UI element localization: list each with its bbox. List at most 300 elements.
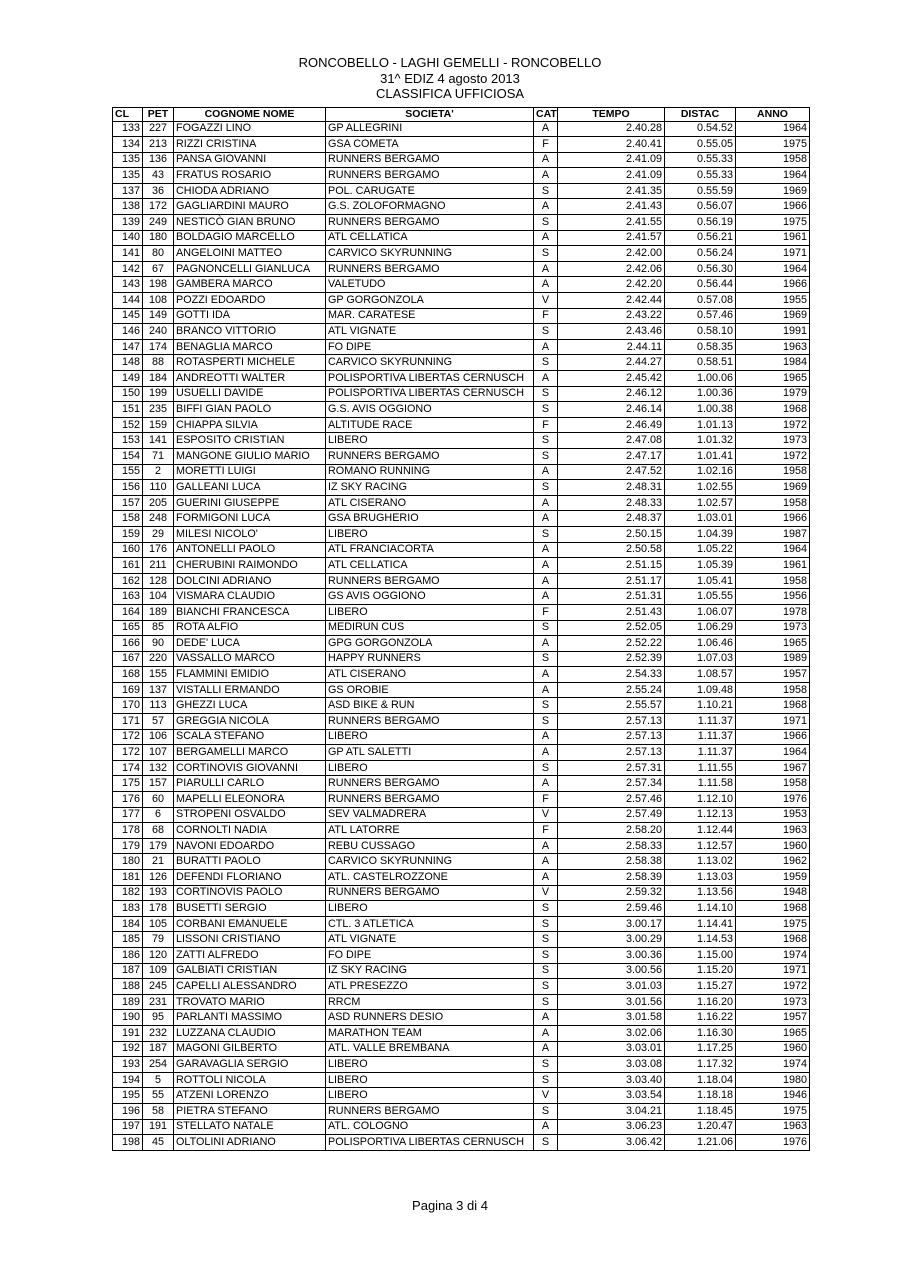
cell-society: MEDIRUN CUS <box>326 620 534 636</box>
cell-category: F <box>534 308 558 324</box>
cell-year: 1966 <box>736 729 810 745</box>
cell-time: 3.01.58 <box>558 1010 665 1026</box>
cell-gap: 1.21.06 <box>665 1135 736 1151</box>
cell-gap: 1.13.02 <box>665 854 736 870</box>
cell-gap: 1.12.13 <box>665 807 736 823</box>
table-row <box>113 215 810 231</box>
cell-time: 2.58.20 <box>558 823 665 839</box>
cell-name: BIFFI GIAN PAOLO <box>174 402 326 418</box>
cell-time: 2.43.22 <box>558 308 665 324</box>
cell-category: F <box>534 823 558 839</box>
cell-year: 1971 <box>736 963 810 979</box>
cell-gap: 1.12.57 <box>665 838 736 854</box>
cell-gap: 1.11.37 <box>665 729 736 745</box>
cell-year: 1963 <box>736 1119 810 1135</box>
cell-time: 2.46.12 <box>558 386 665 402</box>
cell-category: A <box>534 729 558 745</box>
results-body <box>113 121 810 1150</box>
cell-time: 3.04.21 <box>558 1103 665 1119</box>
cell-name: BIANCHI FRANCESCA <box>174 604 326 620</box>
table-row <box>113 776 810 792</box>
cell-society: IZ SKY RACING <box>326 963 534 979</box>
cell-name: GREGGIA NICOLA <box>174 714 326 730</box>
cell-category: S <box>534 324 558 340</box>
cell-category: S <box>534 651 558 667</box>
table-row <box>113 324 810 340</box>
cell-name: CORTINOVIS PAOLO <box>174 885 326 901</box>
cell-rank: 150 <box>113 386 143 402</box>
cell-name: GOTTI IDA <box>174 308 326 324</box>
cell-gap: 1.07.03 <box>665 651 736 667</box>
cell-category: S <box>534 183 558 199</box>
cell-name: LUZZANA CLAUDIO <box>174 1025 326 1041</box>
cell-year: 1955 <box>736 293 810 309</box>
cell-rank: 192 <box>113 1041 143 1057</box>
cell-name: ROTTOLI NICOLA <box>174 1072 326 1088</box>
cell-time: 2.42.44 <box>558 293 665 309</box>
cell-time: 3.00.29 <box>558 932 665 948</box>
cell-year: 1964 <box>736 261 810 277</box>
cell-name: MANGONE GIULIO MARIO <box>174 448 326 464</box>
cell-category: S <box>534 994 558 1010</box>
cell-society: ASD BIKE & RUN <box>326 698 534 714</box>
cell-time: 2.52.05 <box>558 620 665 636</box>
cell-rank: 175 <box>113 776 143 792</box>
table-row <box>113 932 810 948</box>
cell-name: MORETTI LUIGI <box>174 464 326 480</box>
table-row <box>113 792 810 808</box>
table-row <box>113 901 810 917</box>
cell-gap: 1.17.25 <box>665 1041 736 1057</box>
cell-category: S <box>534 947 558 963</box>
table-row <box>113 495 810 511</box>
cell-gap: 1.05.41 <box>665 573 736 589</box>
cell-bib: 55 <box>143 1088 174 1104</box>
cell-category: A <box>534 1010 558 1026</box>
cell-name: VISTALLI ERMANDO <box>174 682 326 698</box>
cell-category: S <box>534 1135 558 1151</box>
cell-society: LIBERO <box>326 604 534 620</box>
cell-bib: 58 <box>143 1103 174 1119</box>
cell-gap: 0.56.19 <box>665 215 736 231</box>
cell-society: CARVICO SKYRUNNING <box>326 854 534 870</box>
cell-gap: 1.14.53 <box>665 932 736 948</box>
document-header <box>0 55 900 102</box>
cell-bib: 157 <box>143 776 174 792</box>
cell-society: LIBERO <box>326 526 534 542</box>
cell-year: 1948 <box>736 885 810 901</box>
table-row <box>113 667 810 683</box>
cell-time: 2.43.46 <box>558 324 665 340</box>
cell-gap: 1.01.13 <box>665 417 736 433</box>
cell-year: 1984 <box>736 355 810 371</box>
table-row <box>113 604 810 620</box>
cell-name: VISMARA CLAUDIO <box>174 589 326 605</box>
cell-rank: 189 <box>113 994 143 1010</box>
table-row <box>113 526 810 542</box>
cell-category: S <box>534 355 558 371</box>
cell-gap: 1.11.58 <box>665 776 736 792</box>
cell-gap: 1.11.37 <box>665 745 736 761</box>
cell-name: CAPELLI ALESSANDRO <box>174 979 326 995</box>
cell-gap: 1.15.00 <box>665 947 736 963</box>
cell-society: ATL CISERANO <box>326 667 534 683</box>
table-row <box>113 386 810 402</box>
cell-name: GALLEANI LUCA <box>174 480 326 496</box>
table-row <box>113 1072 810 1088</box>
cell-gap: 1.04.39 <box>665 526 736 542</box>
table-row <box>113 620 810 636</box>
cell-category: V <box>534 885 558 901</box>
table-row <box>113 1041 810 1057</box>
cell-time: 2.41.57 <box>558 230 665 246</box>
cell-society: ATL CELLATICA <box>326 558 534 574</box>
cell-category: A <box>534 261 558 277</box>
table-row <box>113 947 810 963</box>
cell-society: ASD RUNNERS DESIO <box>326 1010 534 1026</box>
cell-year: 1975 <box>736 137 810 153</box>
cell-year: 1958 <box>736 495 810 511</box>
cell-rank: 165 <box>113 620 143 636</box>
cell-year: 1962 <box>736 854 810 870</box>
cell-year: 1965 <box>736 636 810 652</box>
cell-rank: 187 <box>113 963 143 979</box>
cell-name: OLTOLINI ADRIANO <box>174 1135 326 1151</box>
column-header-cat: CAT <box>534 108 558 122</box>
cell-category: V <box>534 1088 558 1104</box>
cell-time: 3.01.56 <box>558 994 665 1010</box>
cell-category: A <box>534 230 558 246</box>
cell-rank: 172 <box>113 745 143 761</box>
cell-bib: 128 <box>143 573 174 589</box>
cell-category: S <box>534 620 558 636</box>
cell-time: 2.48.31 <box>558 480 665 496</box>
cell-year: 1961 <box>736 558 810 574</box>
cell-year: 1978 <box>736 604 810 620</box>
table-row <box>113 371 810 387</box>
cell-bib: 6 <box>143 807 174 823</box>
cell-time: 2.44.27 <box>558 355 665 371</box>
table-row <box>113 745 810 761</box>
cell-time: 2.59.32 <box>558 885 665 901</box>
table-row <box>113 870 810 886</box>
table-row <box>113 121 810 137</box>
cell-time: 3.00.36 <box>558 947 665 963</box>
cell-bib: 85 <box>143 620 174 636</box>
table-row <box>113 308 810 324</box>
table-row <box>113 293 810 309</box>
cell-time: 3.00.56 <box>558 963 665 979</box>
cell-gap: 1.02.16 <box>665 464 736 480</box>
cell-name: PAGNONCELLI GIANLUCA <box>174 261 326 277</box>
cell-bib: 159 <box>143 417 174 433</box>
cell-rank: 153 <box>113 433 143 449</box>
cell-rank: 143 <box>113 277 143 293</box>
cell-time: 2.55.24 <box>558 682 665 698</box>
table-row <box>113 1135 810 1151</box>
cell-time: 2.55.57 <box>558 698 665 714</box>
cell-society: RUNNERS BERGAMO <box>326 448 534 464</box>
cell-society: GPG GORGONZOLA <box>326 636 534 652</box>
cell-name: GALBIATI CRISTIAN <box>174 963 326 979</box>
table-row <box>113 589 810 605</box>
cell-gap: 0.55.05 <box>665 137 736 153</box>
cell-time: 2.42.20 <box>558 277 665 293</box>
table-row <box>113 854 810 870</box>
table-row <box>113 963 810 979</box>
cell-rank: 163 <box>113 589 143 605</box>
cell-rank: 172 <box>113 729 143 745</box>
cell-society: GP ATL SALETTI <box>326 745 534 761</box>
cell-rank: 193 <box>113 1057 143 1073</box>
table-row <box>113 542 810 558</box>
cell-rank: 183 <box>113 901 143 917</box>
column-header-name: COGNOME NOME <box>174 108 326 122</box>
cell-name: ANDREOTTI WALTER <box>174 371 326 387</box>
cell-gap: 1.01.32 <box>665 433 736 449</box>
cell-rank: 180 <box>113 854 143 870</box>
cell-gap: 1.05.22 <box>665 542 736 558</box>
cell-year: 1991 <box>736 324 810 340</box>
cell-society: IZ SKY RACING <box>326 480 534 496</box>
cell-time: 2.54.33 <box>558 667 665 683</box>
cell-society: RUNNERS BERGAMO <box>326 885 534 901</box>
cell-time: 2.41.55 <box>558 215 665 231</box>
table-row <box>113 448 810 464</box>
cell-gap: 0.56.24 <box>665 246 736 262</box>
cell-gap: 1.15.20 <box>665 963 736 979</box>
cell-category: A <box>534 870 558 886</box>
cell-year: 1966 <box>736 199 810 215</box>
cell-society: CARVICO SKYRUNNING <box>326 246 534 262</box>
cell-year: 1968 <box>736 932 810 948</box>
cell-name: RIZZI CRISTINA <box>174 137 326 153</box>
cell-gap: 0.58.10 <box>665 324 736 340</box>
table-row <box>113 885 810 901</box>
cell-category: A <box>534 838 558 854</box>
table-row <box>113 137 810 153</box>
cell-gap: 0.55.33 <box>665 168 736 184</box>
cell-time: 2.51.31 <box>558 589 665 605</box>
cell-bib: 120 <box>143 947 174 963</box>
cell-bib: 126 <box>143 870 174 886</box>
cell-time: 2.42.00 <box>558 246 665 262</box>
cell-category: V <box>534 807 558 823</box>
cell-gap: 1.13.56 <box>665 885 736 901</box>
cell-rank: 197 <box>113 1119 143 1135</box>
cell-year: 1973 <box>736 620 810 636</box>
table-row <box>113 636 810 652</box>
cell-bib: 155 <box>143 667 174 683</box>
cell-society: GP GORGONZOLA <box>326 293 534 309</box>
cell-year: 1957 <box>736 667 810 683</box>
table-row <box>113 480 810 496</box>
classification-title: CLASSIFICA UFFICIOSA <box>375 86 525 101</box>
cell-society: RUNNERS BERGAMO <box>326 261 534 277</box>
cell-gap: 0.56.21 <box>665 230 736 246</box>
cell-society: CTL. 3 ATLETICA <box>326 916 534 932</box>
cell-society: G.S. AVIS OGGIONO <box>326 402 534 418</box>
cell-year: 1965 <box>736 1025 810 1041</box>
cell-name: FORMIGONI LUCA <box>174 511 326 527</box>
cell-rank: 194 <box>113 1072 143 1088</box>
cell-time: 2.57.49 <box>558 807 665 823</box>
cell-time: 2.52.22 <box>558 636 665 652</box>
table-row <box>113 760 810 776</box>
cell-rank: 157 <box>113 495 143 511</box>
cell-bib: 21 <box>143 854 174 870</box>
cell-time: 2.57.34 <box>558 776 665 792</box>
cell-name: PANSA GIOVANNI <box>174 152 326 168</box>
cell-rank: 146 <box>113 324 143 340</box>
cell-rank: 166 <box>113 636 143 652</box>
cell-time: 2.57.13 <box>558 714 665 730</box>
cell-society: GS AVIS OGGIONO <box>326 589 534 605</box>
cell-bib: 5 <box>143 1072 174 1088</box>
cell-name: SCALA STEFANO <box>174 729 326 745</box>
cell-society: GP ALLEGRINI <box>326 121 534 137</box>
cell-society: POL. CARUGATE <box>326 183 534 199</box>
cell-society: CARVICO SKYRUNNING <box>326 355 534 371</box>
cell-rank: 141 <box>113 246 143 262</box>
cell-time: 3.03.01 <box>558 1041 665 1057</box>
cell-year: 1958 <box>736 464 810 480</box>
cell-time: 2.57.31 <box>558 760 665 776</box>
cell-name: GARAVAGLIA SERGIO <box>174 1057 326 1073</box>
cell-bib: 43 <box>143 168 174 184</box>
cell-name: ATZENI LORENZO <box>174 1088 326 1104</box>
cell-bib: 191 <box>143 1119 174 1135</box>
cell-society: ATL CELLATICA <box>326 230 534 246</box>
cell-bib: 176 <box>143 542 174 558</box>
cell-bib: 240 <box>143 324 174 340</box>
cell-bib: 67 <box>143 261 174 277</box>
cell-bib: 174 <box>143 339 174 355</box>
cell-society: ATL PRESEZZO <box>326 979 534 995</box>
cell-category: S <box>534 448 558 464</box>
cell-name: NESTICÒ GIAN BRUNO <box>174 215 326 231</box>
table-row <box>113 979 810 995</box>
cell-category: A <box>534 1041 558 1057</box>
cell-bib: 109 <box>143 963 174 979</box>
cell-rank: 155 <box>113 464 143 480</box>
cell-bib: 205 <box>143 495 174 511</box>
cell-time: 2.58.38 <box>558 854 665 870</box>
cell-bib: 36 <box>143 183 174 199</box>
cell-gap: 0.56.44 <box>665 277 736 293</box>
table-header-row <box>113 108 810 122</box>
cell-category: A <box>534 339 558 355</box>
cell-year: 1965 <box>736 371 810 387</box>
table-row <box>113 1103 810 1119</box>
cell-bib: 213 <box>143 137 174 153</box>
cell-year: 1969 <box>736 308 810 324</box>
cell-bib: 254 <box>143 1057 174 1073</box>
cell-category: S <box>534 698 558 714</box>
table-row <box>113 277 810 293</box>
cell-society: LIBERO <box>326 1057 534 1073</box>
cell-bib: 105 <box>143 916 174 932</box>
cell-year: 1969 <box>736 480 810 496</box>
cell-gap: 1.09.48 <box>665 682 736 698</box>
cell-category: A <box>534 121 558 137</box>
cell-society: REBU CUSSAGO <box>326 838 534 854</box>
cell-category: S <box>534 916 558 932</box>
cell-name: BERGAMELLI MARCO <box>174 745 326 761</box>
cell-gap: 1.10.21 <box>665 698 736 714</box>
cell-rank: 154 <box>113 448 143 464</box>
cell-society: ATL FRANCIACORTA <box>326 542 534 558</box>
cell-society: ATL VIGNATE <box>326 932 534 948</box>
table-row <box>113 651 810 667</box>
column-header-cl: CL <box>113 108 143 122</box>
cell-society: RUNNERS BERGAMO <box>326 215 534 231</box>
cell-time: 2.47.17 <box>558 448 665 464</box>
cell-rank: 178 <box>113 823 143 839</box>
table-row <box>113 464 810 480</box>
cell-rank: 139 <box>113 215 143 231</box>
cell-society: ATL LATORRE <box>326 823 534 839</box>
cell-rank: 161 <box>113 558 143 574</box>
cell-year: 1973 <box>736 994 810 1010</box>
cell-name: DEDE' LUCA <box>174 636 326 652</box>
cell-time: 2.47.52 <box>558 464 665 480</box>
cell-gap: 1.02.55 <box>665 480 736 496</box>
cell-name: STROPENI OSVALDO <box>174 807 326 823</box>
cell-time: 2.46.14 <box>558 402 665 418</box>
cell-name: BURATTI PAOLO <box>174 854 326 870</box>
cell-rank: 177 <box>113 807 143 823</box>
cell-time: 3.03.54 <box>558 1088 665 1104</box>
cell-society: LIBERO <box>326 901 534 917</box>
cell-society: POLISPORTIVA LIBERTAS CERNUSCH <box>326 386 534 402</box>
cell-society: RUNNERS BERGAMO <box>326 152 534 168</box>
cell-category: A <box>534 573 558 589</box>
cell-name: TROVATO MARIO <box>174 994 326 1010</box>
cell-society: VALETUDO <box>326 277 534 293</box>
column-header-time: TEMPO <box>558 108 665 122</box>
edition-date: 31^ EDIZ 4 agosto 2013 <box>380 70 520 86</box>
cell-gap: 0.56.07 <box>665 199 736 215</box>
cell-year: 1975 <box>736 916 810 932</box>
cell-bib: 106 <box>143 729 174 745</box>
cell-gap: 0.55.33 <box>665 152 736 168</box>
cell-rank: 184 <box>113 916 143 932</box>
cell-society: POLISPORTIVA LIBERTAS CERNUSCH <box>326 371 534 387</box>
cell-category: A <box>534 495 558 511</box>
table-row <box>113 823 810 839</box>
cell-society: LIBERO <box>326 1072 534 1088</box>
cell-society: RUNNERS BERGAMO <box>326 714 534 730</box>
cell-bib: 149 <box>143 308 174 324</box>
cell-name: PARLANTI MASSIMO <box>174 1010 326 1026</box>
cell-rank: 149 <box>113 371 143 387</box>
cell-society: LIBERO <box>326 1088 534 1104</box>
cell-rank: 188 <box>113 979 143 995</box>
cell-time: 2.58.39 <box>558 870 665 886</box>
column-header-pet: PET <box>143 108 174 122</box>
cell-time: 2.59.46 <box>558 901 665 917</box>
cell-name: POZZI EDOARDO <box>174 293 326 309</box>
cell-time: 2.40.41 <box>558 137 665 153</box>
cell-bib: 29 <box>143 526 174 542</box>
cell-society: GSA COMETA <box>326 137 534 153</box>
cell-year: 1976 <box>736 792 810 808</box>
cell-category: S <box>534 760 558 776</box>
table-row <box>113 152 810 168</box>
cell-gap: 1.00.06 <box>665 371 736 387</box>
cell-category: S <box>534 1072 558 1088</box>
